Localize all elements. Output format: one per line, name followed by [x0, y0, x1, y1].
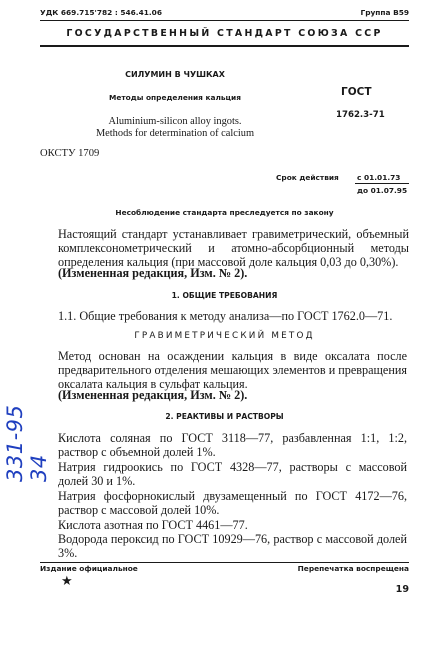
reprint-forbidden: Перепечатка воспрещена: [297, 564, 409, 573]
reagent-item-4: Кислота азотная по ГОСТ 4461—77.: [58, 518, 248, 532]
banner: ГОСУДАРСТВЕННЫЙ СТАНДАРТ СОЮЗА ССР: [66, 28, 383, 39]
banner-rule: [40, 45, 409, 47]
gravimetric-text: Метод основан на осаждении кальция в виде оксалата после предварительного отделения мешающих элементов и превращения оксалата кальция в сульфат кальция.: [58, 349, 407, 391]
reagent-item-1: Кислота соляная по ГОСТ 3118—77, разбавленная 1:1, 1:2, раствор с объемной долей 1%.: [58, 431, 407, 459]
title-en-line1: Aluminium-silicon alloy ingots.: [108, 116, 242, 127]
law-notice: Несоблюдение стандарта преследуется по закону: [115, 208, 334, 217]
title-ru: СИЛУМИН В ЧУШКАХ: [125, 70, 225, 79]
gravimetric-amendment: (Измененная редакция, Изм. № 2).: [58, 388, 248, 402]
gravimetric-title: ГРАВИМЕТРИЧЕСКИЙ МЕТОД: [134, 331, 315, 341]
intro-amendment: (Измененная редакция, Изм. № 2).: [58, 266, 248, 280]
intro-text: Настоящий стандарт устанавливает гравиметрический, объемный комплексонометрический и атомно-абсорбционный методы определения кальция (при массовой доле кальция 0,03 до 0,30%).: [58, 227, 409, 269]
section1-title: 1. ОБЩИЕ ТРЕБОВАНИЯ: [171, 291, 278, 300]
reagent-item-5: Водорода пероксид по ГОСТ 10929—76, раствор с массовой долей 3%.: [58, 532, 407, 560]
title-en-line2: Methods for determination of calcium: [95, 128, 255, 139]
validity-from: с 01.01.73: [357, 173, 401, 182]
okstu-code: ОКСТУ 1709: [40, 148, 100, 159]
handwritten-stamp: 331-95 34: [3, 404, 51, 482]
gost-number: 1762.3-71: [336, 110, 385, 120]
page-number: 19: [395, 584, 409, 595]
intro-paragraph: [58, 227, 409, 269]
section1-item: 1.1. Общие требования к методу анализа—по ГОСТ 1762.0—71.: [58, 309, 393, 323]
validity-label: Срок действия: [276, 173, 339, 182]
gravimetric-paragraph: [58, 349, 407, 391]
validity-to: до 01.07.95: [357, 186, 408, 195]
subtitle-ru: Методы определения кальция: [109, 93, 241, 102]
reagent-item-2: Натрия гидроокись по ГОСТ 4328—77, растворы с массовой долей 30 и 1%.: [58, 460, 407, 488]
top-rule: [40, 20, 409, 21]
udk-code: УДК 669.715'782 : 546.41.06: [40, 8, 162, 17]
section2-title: 2. РЕАКТИВЫ И РАСТВОРЫ: [165, 412, 284, 421]
group-code: Группа В59: [360, 8, 409, 17]
footer-rule: [40, 562, 409, 563]
star-icon: ★: [61, 574, 73, 589]
validity-rule: [355, 183, 409, 184]
official-edition: Издание официальное: [40, 564, 138, 573]
gost-label: ГОСТ: [341, 86, 372, 98]
reagent-item-3: Натрия фосфорнокислый двузамещенный по ГОСТ 4172—76, раствор с массовой долей 10%.: [58, 489, 407, 517]
